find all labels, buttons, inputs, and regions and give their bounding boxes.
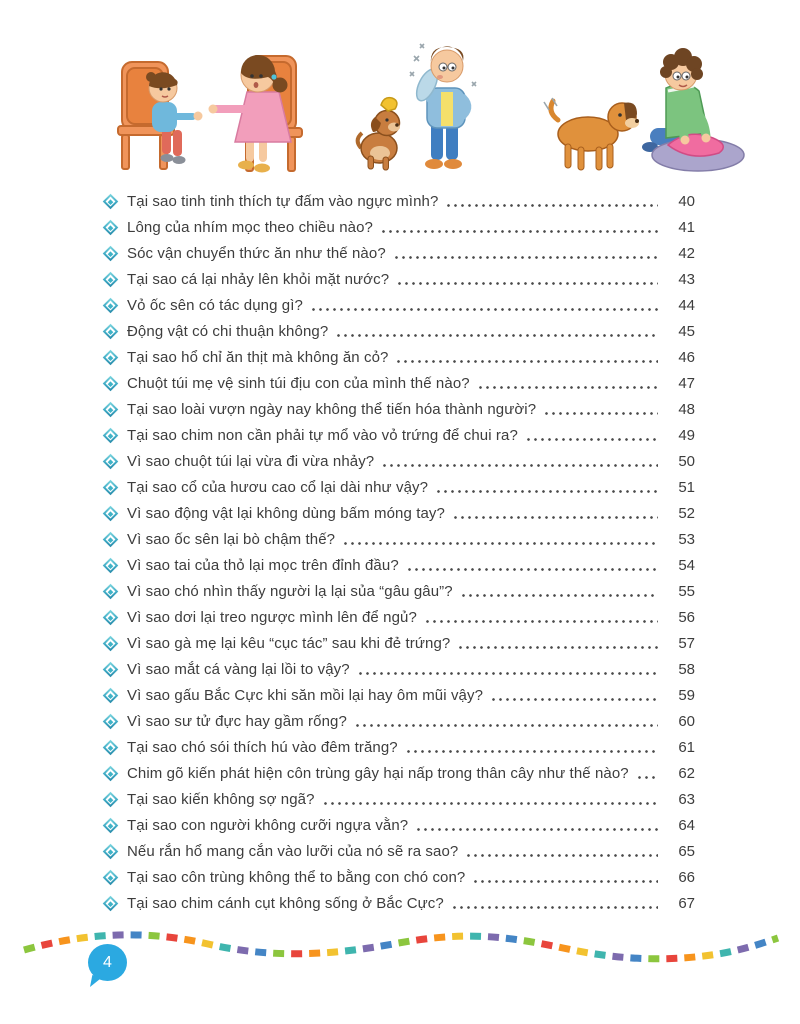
toc-entry-title: Vỏ ốc sên có tác dụng gì?	[127, 296, 303, 314]
dot-leader	[357, 656, 658, 682]
toc-entry-title: Vì sao động vật lại không dùng bấm móng tay?	[127, 504, 445, 522]
toc-entry-page: 60	[678, 712, 695, 730]
diamond-bullet-icon	[103, 323, 119, 339]
toc-entry-title: Vì sao chuột túi lại vừa đi vừa nhảy?	[127, 452, 375, 470]
toc-entry-page: 47	[678, 374, 695, 392]
toc-entry	[103, 630, 695, 656]
dog-standing-figure	[544, 98, 639, 170]
diamond-bullet-icon	[103, 375, 119, 391]
dot-leader	[636, 760, 658, 786]
toc-entry	[103, 266, 695, 292]
toc-entry	[103, 734, 695, 760]
illustration-mother-trimming-child-nails	[110, 42, 306, 174]
toc-entry-page: 66	[678, 868, 695, 886]
illustration-boy-sniffing-sock-with-dog	[352, 38, 494, 176]
toc-entry	[103, 214, 695, 240]
toc-entry-page: 54	[678, 556, 695, 574]
colorful-dash-wave	[18, 926, 782, 986]
toc-entry-title: Tại sao tinh tinh thích tự đấm vào ngực mình?	[127, 192, 439, 210]
toc-entry-page: 59	[678, 686, 695, 704]
dot-leader	[472, 864, 658, 890]
toc-entry-page: 46	[678, 348, 695, 366]
diamond-bullet-icon	[103, 297, 119, 313]
toc-entry	[103, 500, 695, 526]
toc-entry-page: 63	[678, 790, 695, 808]
toc-entry-page: 44	[678, 296, 695, 314]
toc-entry-page: 57	[678, 634, 695, 652]
dot-leader	[460, 578, 658, 604]
toc-entry	[103, 838, 695, 864]
dot-leader	[310, 292, 658, 318]
toc-entry	[103, 370, 695, 396]
diamond-bullet-icon	[103, 479, 119, 495]
dot-leader	[525, 422, 658, 448]
toc-entry-title: Sóc vận chuyển thức ăn như thế nào?	[127, 244, 386, 262]
toc-entry-title: Tại sao loài vượn ngày nay không thể tiến hóa thành người?	[127, 400, 537, 418]
child-figure	[146, 72, 203, 164]
toc-entry-title: Tại sao cổ của hươu cao cổ lại dài như vậy?	[127, 478, 429, 496]
dot-leader	[396, 266, 658, 292]
dot-leader	[452, 500, 658, 526]
toc-entry	[103, 578, 695, 604]
toc-entry	[103, 604, 695, 630]
toc-entry	[103, 760, 695, 786]
diamond-bullet-icon	[103, 219, 119, 235]
dot-leader	[435, 474, 658, 500]
diamond-bullet-icon	[103, 505, 119, 521]
toc-entry	[103, 552, 695, 578]
toc-entry-title: Chuột túi mẹ vệ sinh túi địu con của mình thế nào?	[127, 374, 470, 392]
toc-entry-page: 43	[678, 270, 695, 288]
diamond-bullet-icon	[103, 401, 119, 417]
toc-entry-page: 62	[678, 764, 695, 782]
dot-leader	[490, 682, 658, 708]
toc-entry-page: 50	[678, 452, 695, 470]
dot-leader	[405, 734, 658, 760]
diamond-bullet-icon	[103, 453, 119, 469]
dot-leader	[322, 786, 658, 812]
toc-entry-title: Tại sao con người không cưỡi ngựa vằn?	[127, 816, 409, 834]
diamond-bullet-icon	[103, 635, 119, 651]
diamond-bullet-icon	[103, 843, 119, 859]
toc-entry	[103, 682, 695, 708]
diamond-bullet-icon	[103, 245, 119, 261]
toc-entry-title: Vì sao chó nhìn thấy người lạ lại sủa “gâu gâu”?	[127, 582, 453, 600]
diamond-bullet-icon	[103, 193, 119, 209]
toc-entry-title: Vì sao gà mẹ lại kêu “cục tác” sau khi đẻ trứng?	[127, 634, 451, 652]
toc-entry-page: 56	[678, 608, 695, 626]
toc-entry-page: 65	[678, 842, 695, 860]
toc-entry-title: Vì sao dơi lại treo ngược mình lên để ngủ?	[127, 608, 417, 626]
toc-entry-title: Tại sao chim non cần phải tự mổ vào vỏ trứng để chui ra?	[127, 426, 518, 444]
toc-entry-title: Động vật có chi thuận không?	[127, 322, 329, 340]
diamond-bullet-icon	[103, 687, 119, 703]
diamond-bullet-icon	[103, 557, 119, 573]
toc-entry	[103, 890, 695, 916]
dot-leader	[395, 344, 658, 370]
page-number-bubble	[88, 944, 127, 981]
dot-leader	[380, 214, 658, 240]
toc-entry	[103, 188, 695, 214]
boy-figure	[412, 46, 467, 169]
diamond-bullet-icon	[103, 869, 119, 885]
toc-entry-page: 51	[678, 478, 695, 496]
diamond-bullet-icon	[103, 739, 119, 755]
diamond-bullet-icon	[103, 531, 119, 547]
toc-entry-title: Vì sao gấu Bắc Cực khi săn mồi lại hay ôm mũi vậy?	[127, 686, 484, 704]
toc-entry-page: 42	[678, 244, 695, 262]
toc-entry-page: 48	[678, 400, 695, 418]
toc-entry-page: 61	[678, 738, 695, 756]
dot-leader	[406, 552, 658, 578]
toc-entry-title: Tại sao cá lại nhảy lên khỏi mặt nước?	[127, 270, 390, 288]
dot-leader	[354, 708, 658, 734]
toc-entry	[103, 656, 695, 682]
toc-list	[103, 188, 695, 916]
dot-leader	[543, 396, 658, 422]
dog-sitting-figure	[358, 98, 400, 170]
toc-entry-page: 40	[678, 192, 695, 210]
dot-leader	[393, 240, 658, 266]
diamond-bullet-icon	[103, 895, 119, 911]
toc-entry	[103, 812, 695, 838]
toc-entry-title: Tại sao kiến không sợ ngã?	[127, 790, 315, 808]
toc-entry-page: 64	[678, 816, 695, 834]
toc-entry-page: 55	[678, 582, 695, 600]
diamond-bullet-icon	[103, 661, 119, 677]
toc-entry-title: Nếu rắn hổ mang cắn vào lưỡi của nó sẽ ra sao?	[127, 842, 459, 860]
toc-entry	[103, 708, 695, 734]
diamond-bullet-icon	[103, 609, 119, 625]
toc-entry-title: Tại sao côn trùng không thể to bằng con chó con?	[127, 868, 466, 886]
toc-entry-title: Chim gõ kiến phát hiện côn trùng gây hại nấp trong thân cây như thế nào?	[127, 764, 629, 782]
dot-leader	[477, 370, 658, 396]
diamond-bullet-icon	[103, 713, 119, 729]
toc-entry-page: 53	[678, 530, 695, 548]
toc-entry-page: 45	[678, 322, 695, 340]
diamond-bullet-icon	[103, 583, 119, 599]
dot-leader	[381, 448, 658, 474]
dot-leader	[415, 812, 658, 838]
dot-leader	[451, 890, 658, 916]
dot-leader	[424, 604, 658, 630]
toc-entry-page: 58	[678, 660, 695, 678]
toc-entry	[103, 318, 695, 344]
page-number: 4	[103, 953, 112, 971]
dot-leader	[335, 318, 658, 344]
toc-entry-page: 67	[678, 894, 695, 912]
toc-entry-title: Vì sao sư tử đực hay gầm rống?	[127, 712, 347, 730]
toc-entry	[103, 422, 695, 448]
toc-entry-page: 49	[678, 426, 695, 444]
toc-entry	[103, 474, 695, 500]
dot-leader	[342, 526, 658, 552]
diamond-bullet-icon	[103, 427, 119, 443]
dot-leader	[445, 188, 658, 214]
toc-entry-title: Vì sao mắt cá vàng lại lồi to vậy?	[127, 660, 350, 678]
toc-entry-page: 41	[678, 218, 695, 236]
diamond-bullet-icon	[103, 765, 119, 781]
diamond-bullet-icon	[103, 271, 119, 287]
toc-entry-title: Tại sao chó sói thích hú vào đêm trăng?	[127, 738, 398, 756]
toc-entry-title: Lông của nhím mọc theo chiều nào?	[127, 218, 373, 236]
dot-leader	[465, 838, 658, 864]
diamond-bullet-icon	[103, 349, 119, 365]
toc-entry	[103, 292, 695, 318]
diamond-bullet-icon	[103, 791, 119, 807]
illustration-child-making-dog-bed	[538, 44, 746, 174]
toc-entry-title: Vì sao tai của thỏ lại mọc trên đỉnh đầu?	[127, 556, 399, 574]
toc-entry-title: Tại sao chim cánh cụt không sống ở Bắc Cực?	[127, 894, 444, 912]
dot-leader	[457, 630, 658, 656]
toc-entry	[103, 526, 695, 552]
toc-entry-title: Vì sao ốc sên lại bò chậm thế?	[127, 530, 336, 548]
diamond-bullet-icon	[103, 817, 119, 833]
toc-entry	[103, 786, 695, 812]
toc-entry	[103, 396, 695, 422]
toc-entry	[103, 448, 695, 474]
toc-entry	[103, 864, 695, 890]
toc-entry	[103, 240, 695, 266]
toc-entry-title: Tại sao hổ chỉ ăn thịt mà không ăn cỏ?	[127, 348, 389, 366]
toc-entry-page: 52	[678, 504, 695, 522]
toc-entry	[103, 344, 695, 370]
